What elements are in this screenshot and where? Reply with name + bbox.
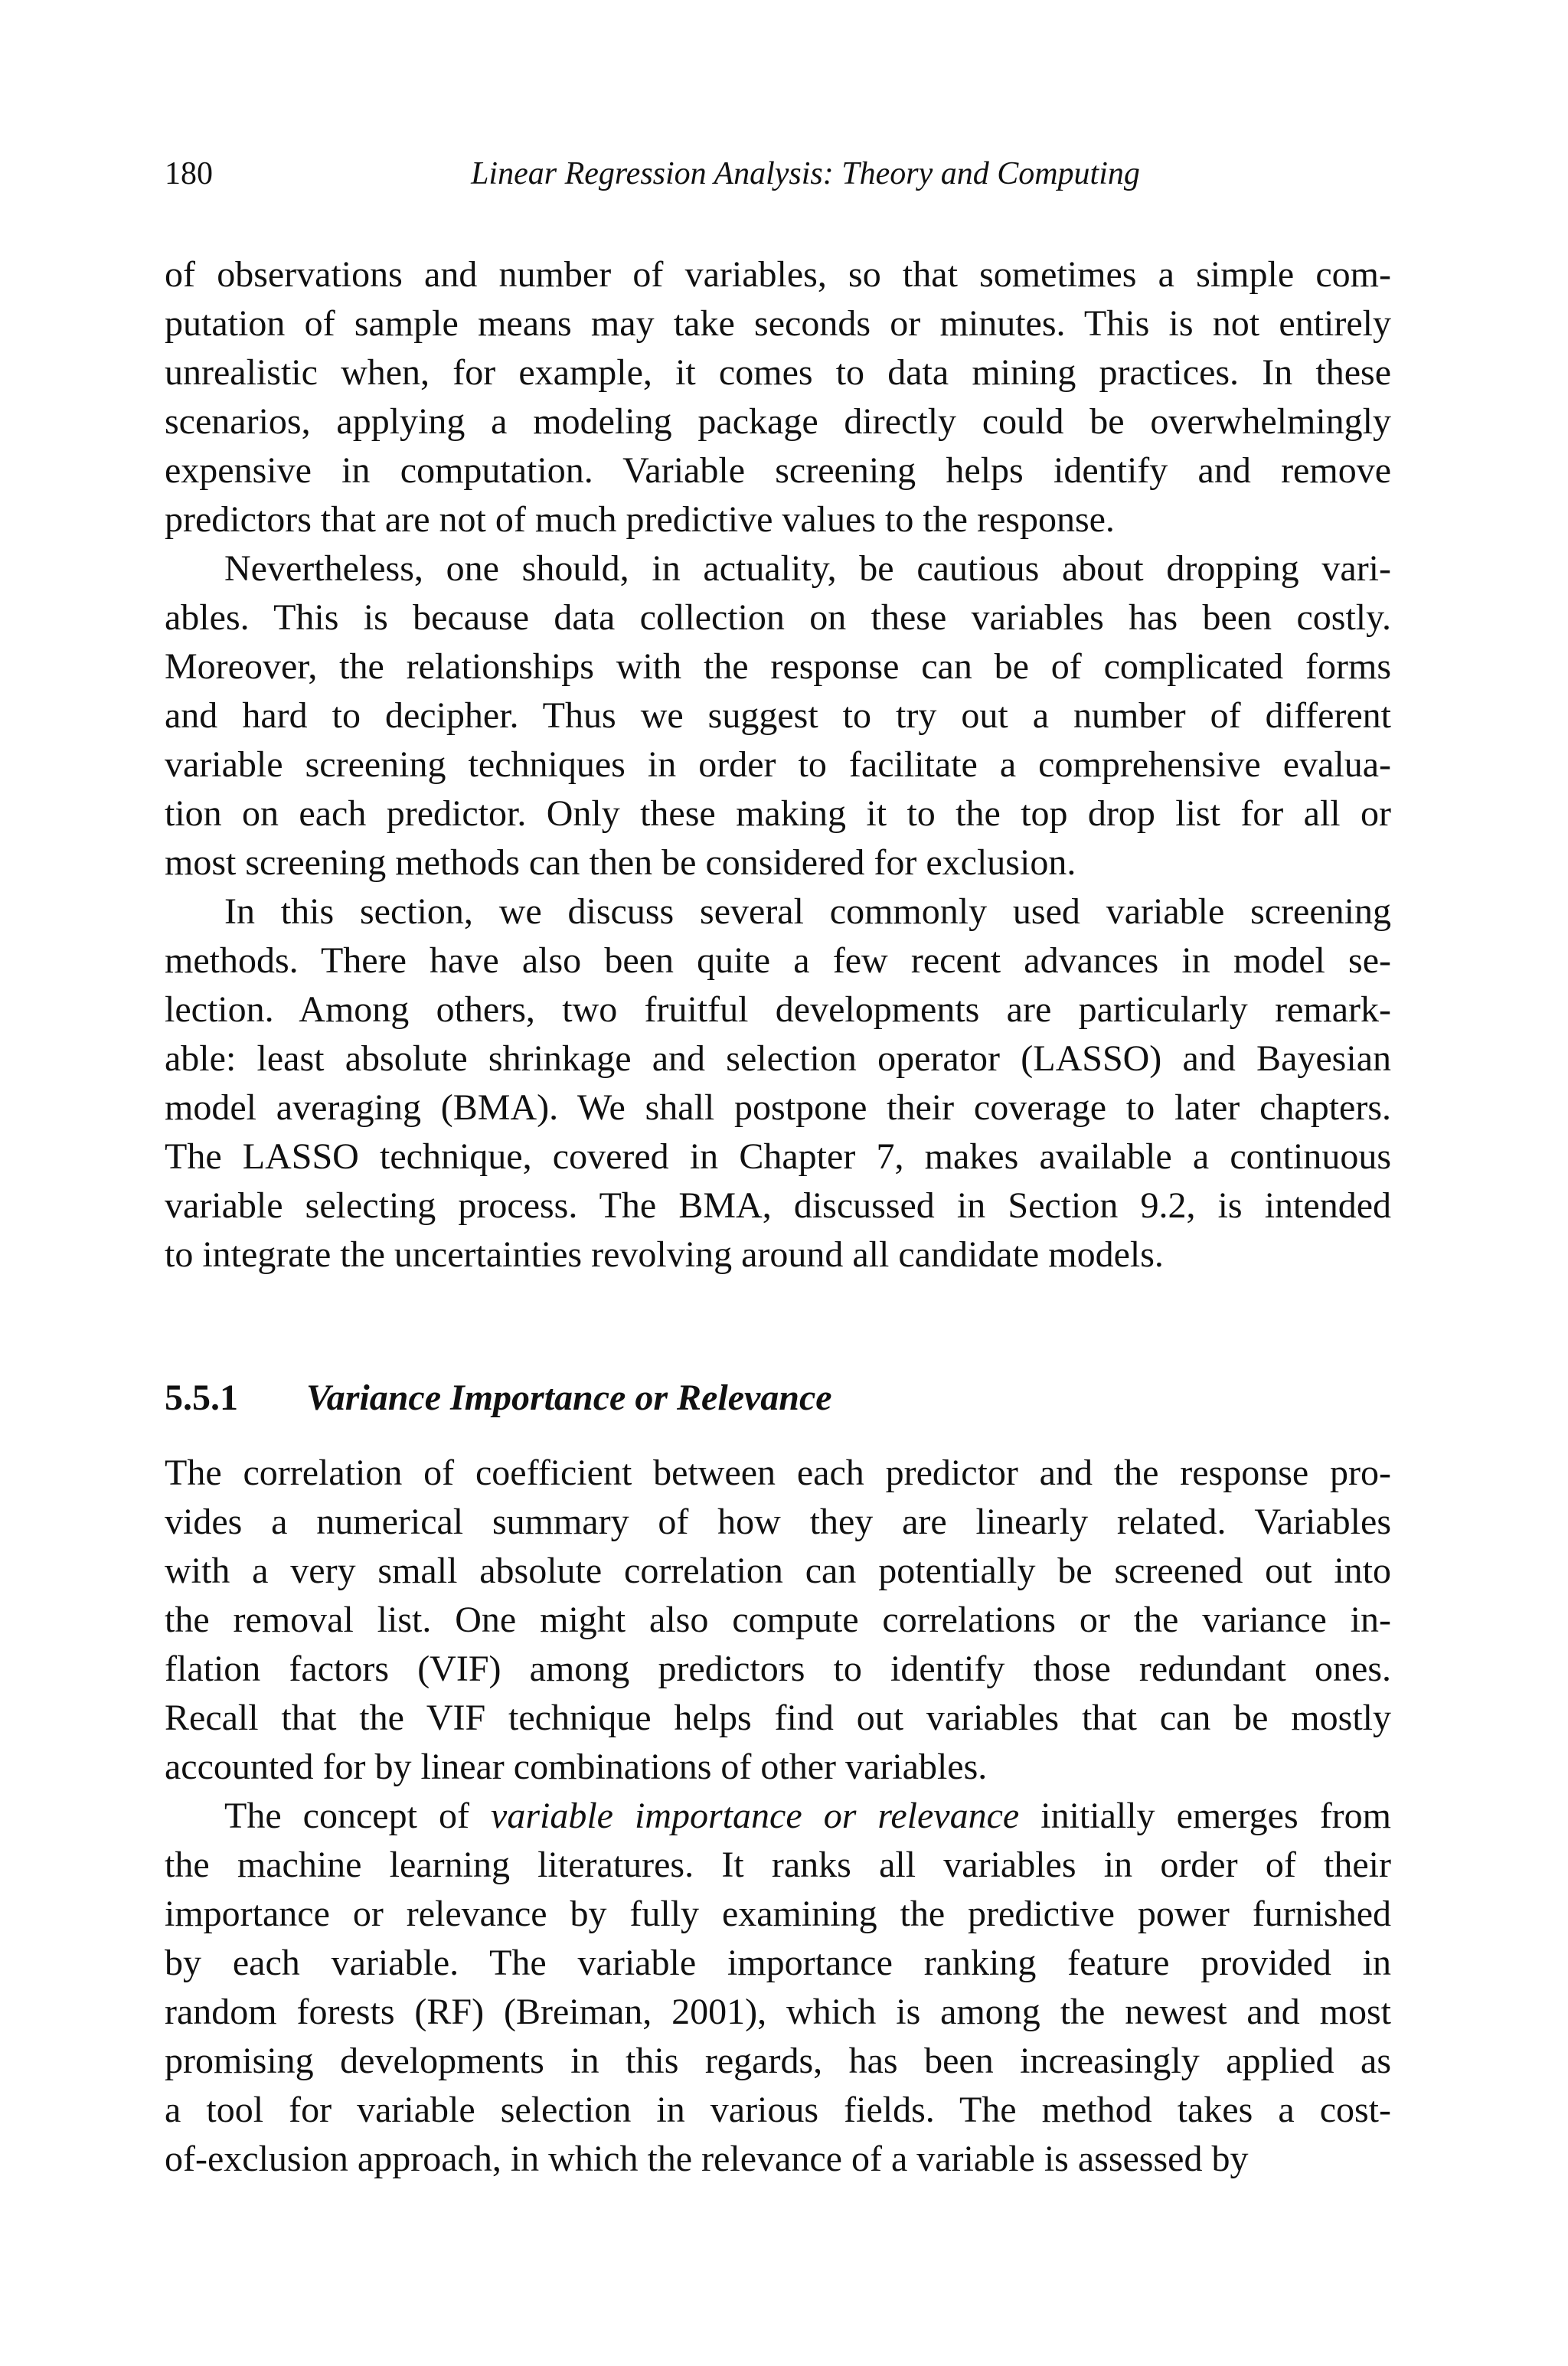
text-line: of-exclusion approach, in which the relevance of a variable is assessed by: [165, 2139, 1249, 2179]
section-heading: [165, 1374, 832, 1423]
text-line: random forests (RF) (Breiman, 2001), which is among the newest and most: [165, 1992, 1391, 2032]
section-title: Variance Importance or Relevance: [306, 1377, 832, 1418]
paragraph: [165, 1792, 1391, 2184]
text-line: importance or relevance by fully examining the predictive power furnished: [165, 1894, 1391, 1934]
text-line: with a very small absolute correlation can potentially be screened out into: [165, 1551, 1391, 1591]
section-number: 5.5.1: [165, 1377, 238, 1418]
text-line: vides a numerical summary of how they are linearly related. Variables: [165, 1502, 1391, 1542]
text-line: to integrate the uncertainties revolving around all candidate models.: [165, 1234, 1164, 1275]
text-line: Recall that the VIF technique helps find out variables that can be mostly: [165, 1698, 1391, 1738]
text-line: ables. This is because data collection on these variables has been costly.: [165, 597, 1391, 638]
text-line: In this section, we discuss several commonly used variable screening: [224, 891, 1391, 932]
text-line: The correlation of coefficient between each predictor and the response pro-: [165, 1453, 1391, 1493]
text-line: most screening methods can then be considered for exclusion.: [165, 842, 1076, 883]
text-line: and hard to decipher. Thus we suggest to try out a number of different: [165, 695, 1391, 736]
text-line: variable selecting process. The BMA, discussed in Section 9.2, is intended: [165, 1185, 1391, 1226]
text-line: accounted for by linear combinations of other variables.: [165, 1747, 988, 1787]
text-line: unrealistic when, for example, it comes to data mining practices. In these: [165, 352, 1391, 393]
section-body-text: [165, 1449, 1391, 2184]
text-line: [165, 1792, 1391, 1841]
paragraph: [165, 887, 1391, 1279]
text-line: The LASSO technique, covered in Chapter 7, makes available a continuous: [165, 1136, 1391, 1177]
text-line: lection. Among others, two fruitful developments are particularly remark-: [165, 989, 1391, 1030]
intro-text: [165, 250, 1391, 1279]
text-line: Nevertheless, one should, in actuality, be cautious about dropping vari-: [224, 548, 1391, 589]
text-line: variable screening techniques in order to facilitate a comprehensive evalua-: [165, 744, 1391, 785]
text-line: the removal list. One might also compute correlations or the variance in-: [165, 1600, 1391, 1640]
paragraph: [165, 1449, 1391, 1792]
paragraph: [165, 250, 1391, 544]
running-title: Linear Regression Analysis: Theory and Computing: [471, 156, 1140, 191]
text-segment: The concept of: [224, 1796, 492, 1836]
paragraph: [165, 544, 1391, 887]
text-line: scenarios, applying a modeling package directly could be overwhelmingly: [165, 401, 1391, 442]
text-line: by each variable. The variable importance ranking feature provided in: [165, 1943, 1391, 1983]
text-line: promising developments in this regards, has been increasingly applied as: [165, 2041, 1391, 2081]
text-line: Moreover, the relationships with the response can be of complicated forms: [165, 646, 1391, 687]
text-line: methods. There have also been quite a few recent advances in model se-: [165, 940, 1391, 981]
text-line: a tool for variable selection in various fields. The method takes a cost-: [165, 2090, 1391, 2130]
text-line: the machine learning literatures. It ranks all variables in order of their: [165, 1845, 1391, 1885]
text-line: predictors that are not of much predictive values to the response.: [165, 499, 1115, 540]
text-line: model averaging (BMA). We shall postpone their coverage to later chapters.: [165, 1087, 1391, 1128]
text-line: flation factors (VIF) among predictors to identify those redundant ones.: [165, 1649, 1391, 1689]
emphasized-term: variable importance or relevance: [491, 1796, 1020, 1836]
text-line: putation of sample means may take seconds or minutes. This is not entirely: [165, 303, 1391, 344]
page-number: 180: [165, 156, 213, 191]
text-line: of observations and number of variables, so that sometimes a simple com-: [165, 254, 1391, 295]
text-line: tion on each predictor. Only these making it to the top drop list for all or: [165, 793, 1391, 834]
text-line: expensive in computation. Variable screening helps identify and remove: [165, 450, 1391, 491]
text-segment: initially emerges from: [1019, 1796, 1392, 1836]
text-line: able: least absolute shrinkage and selection operator (LASSO) and Bayesian: [165, 1038, 1391, 1079]
